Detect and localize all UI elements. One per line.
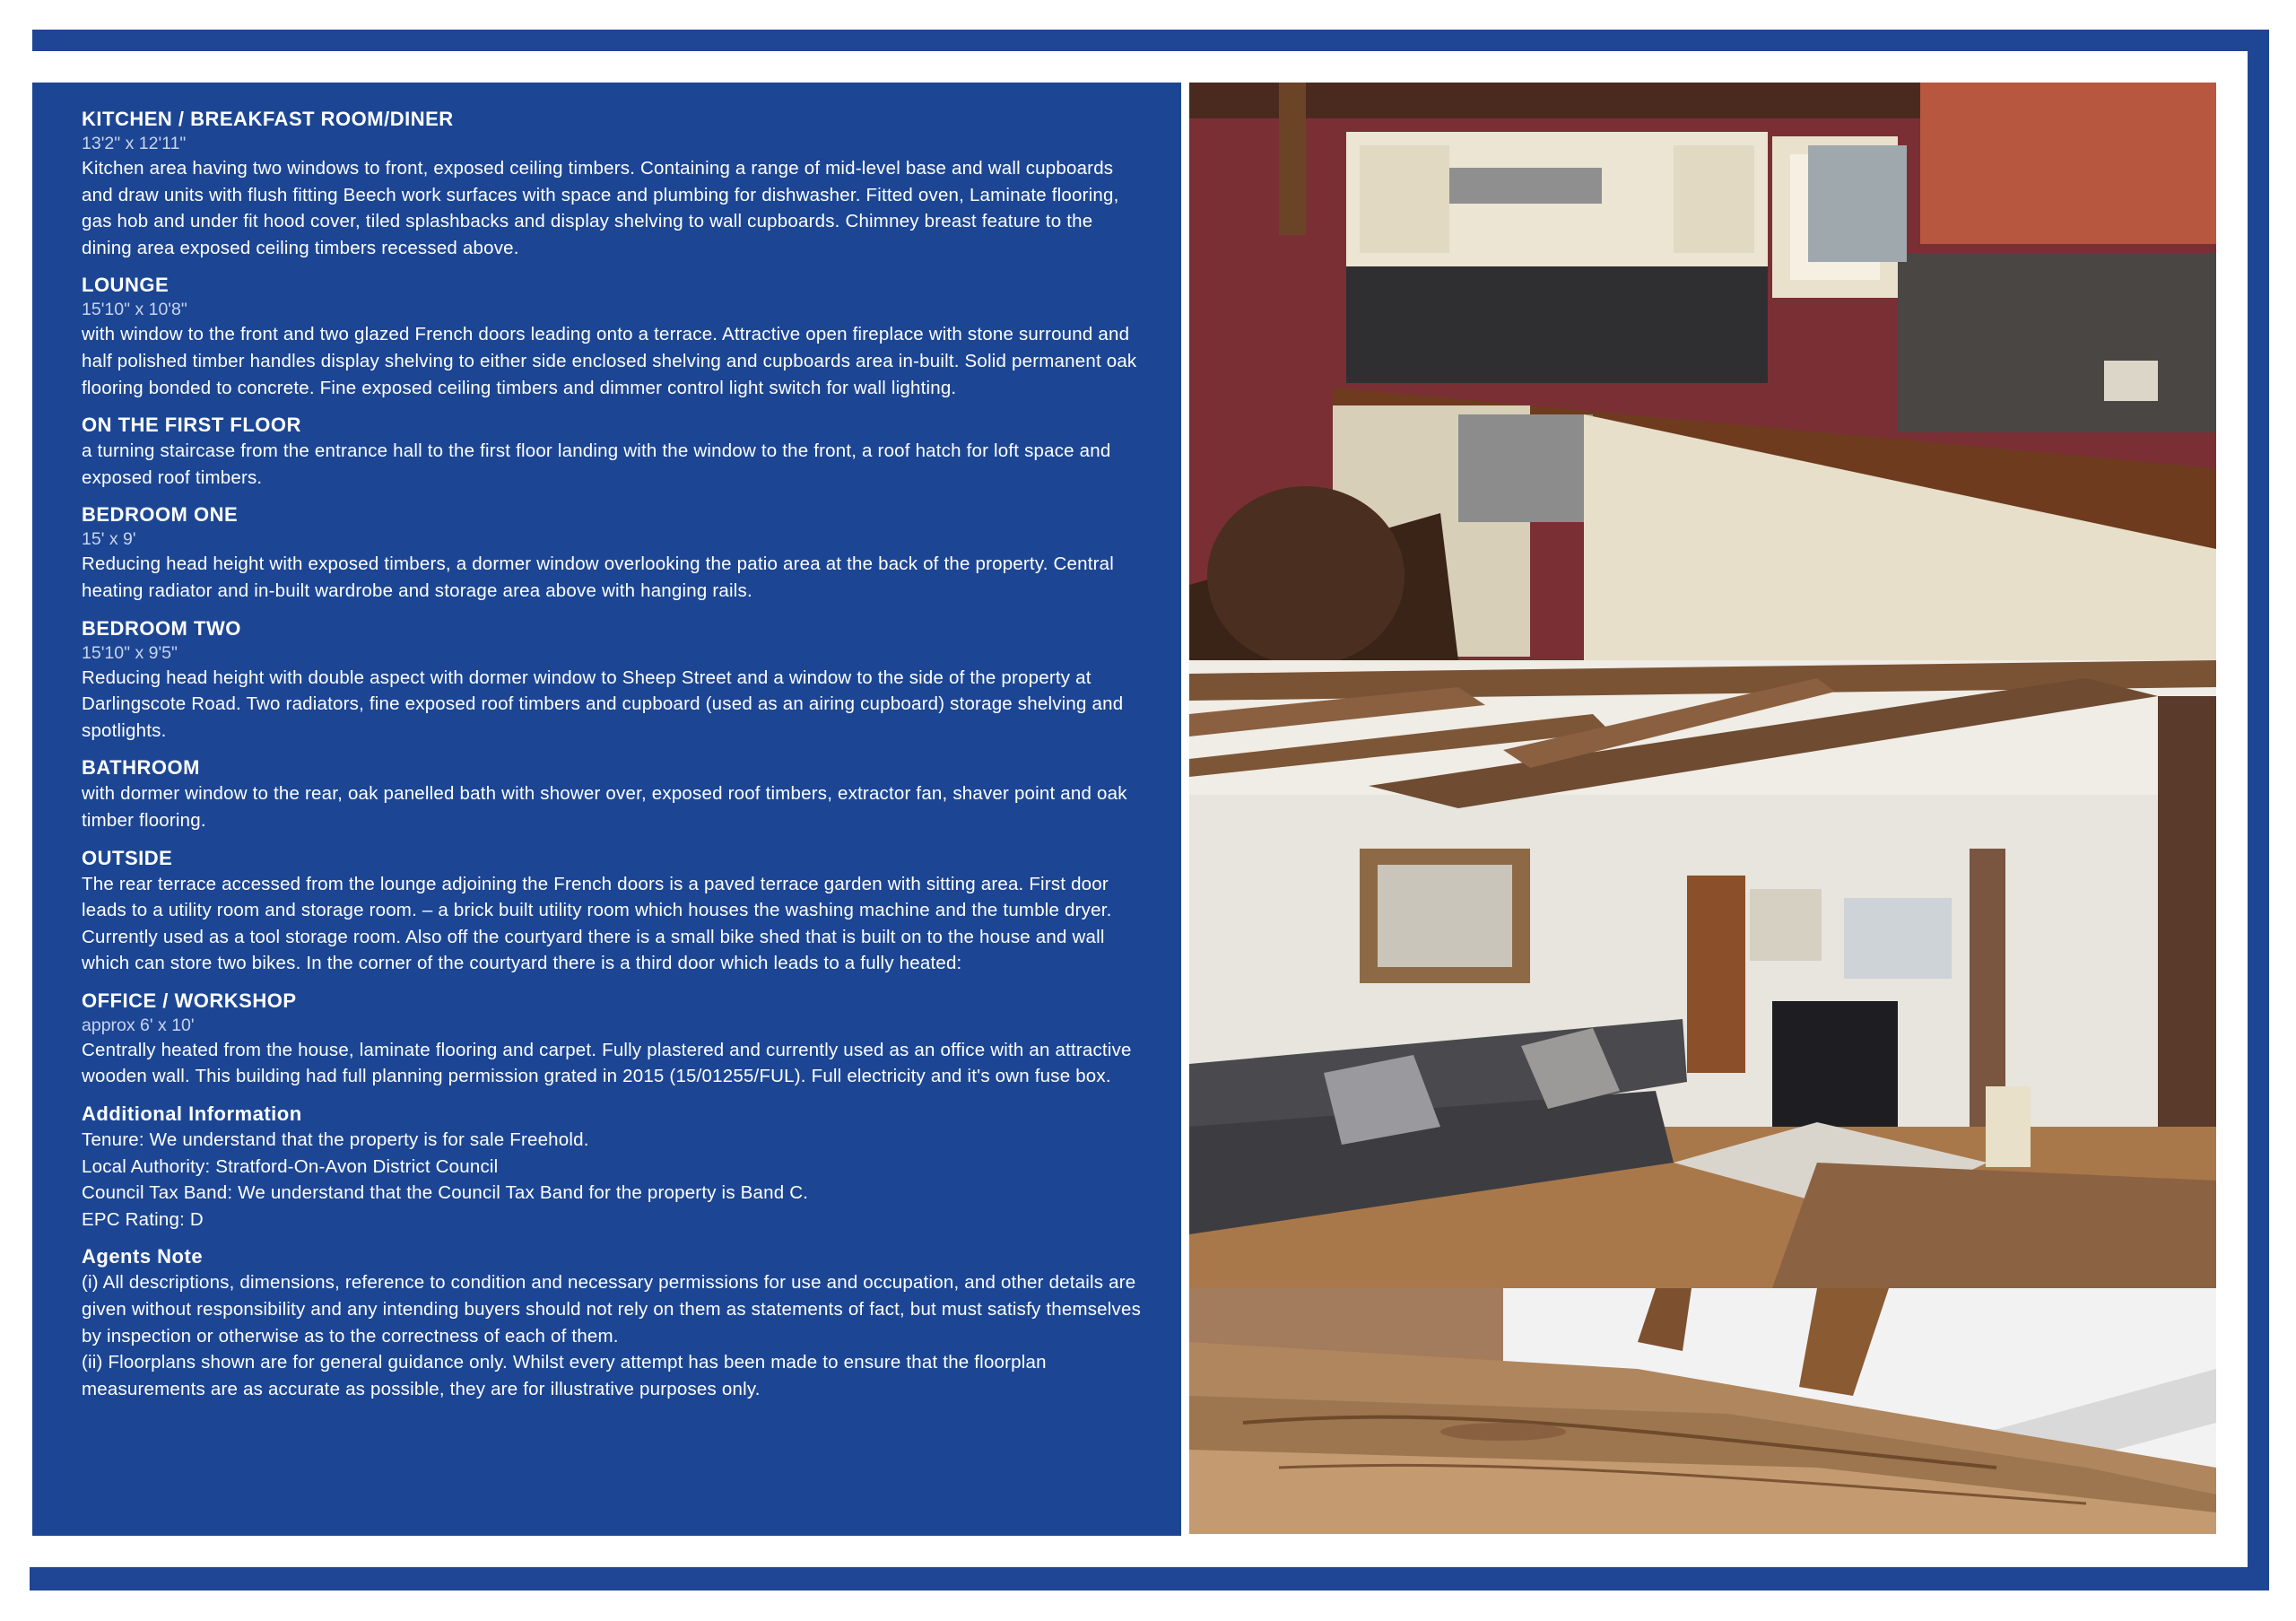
section-title: KITCHEN / BREAKFAST ROOM/DINER bbox=[82, 108, 454, 130]
info-line: EPC Rating: D bbox=[82, 1208, 204, 1230]
section-body: with window to the front and two glazed French doors leading onto a terrace. Attractive open fireplace with stone surround and half polished timber handles display shelving to either side enclosed shelving and cupboards area in-built. Solid permanent oak flooring bonded to concrete. Fine exposed ceiling timbers and dimmer control light switch for wall lighting. bbox=[82, 324, 1137, 398]
section-dimensions: approx 6' x 10' bbox=[82, 1015, 195, 1035]
frame-top-bar bbox=[32, 30, 2269, 51]
section-title: BATHROOM bbox=[82, 756, 200, 780]
info-line: Tenure: We understand that the property is for sale Freehold. bbox=[82, 1129, 589, 1151]
section-body bbox=[82, 1269, 1145, 1402]
section-title: BEDROOM ONE bbox=[82, 503, 239, 527]
section-body: Kitchen area having two windows to front, exposed ceiling timbers. Containing a range of mid-level base and wall cupboards and draw units with flush fitting Beech work surfaces with space and plumbing for dishwasher. Fitted oven, Laminate flooring, gas hob and under fit hood cover, tiled splashbacks and display shelving to wall cupboards. Chimney breast feature to the dining area exposed ceiling timbers recessed above. bbox=[82, 158, 1119, 258]
section-body: Reducing head height with exposed timbers, a dormer window overlooking the patio area at the back of the property. Central heating radiator and in-built wardrobe and storage area above with hanging rails. bbox=[82, 553, 1115, 601]
section-bedroom-one bbox=[82, 501, 1145, 604]
info-line: Council Tax Band: We understand that the Council Tax Band for the property is Band C. bbox=[82, 1182, 809, 1204]
beams-photo bbox=[1189, 1288, 2216, 1534]
section-title: Agents Note bbox=[82, 1245, 204, 1268]
section-dimensions: 15' x 9' bbox=[82, 529, 136, 550]
section-kitchen bbox=[82, 106, 1145, 261]
section-title: Additional Information bbox=[82, 1102, 302, 1126]
section-title: OFFICE / WORKSHOP bbox=[82, 989, 297, 1012]
lounge-photo bbox=[1189, 660, 2216, 1288]
kitchen-photo bbox=[1189, 83, 2216, 660]
section-bedroom-two bbox=[82, 615, 1145, 745]
description-panel bbox=[32, 83, 1181, 1536]
section-title: BEDROOM TWO bbox=[82, 616, 241, 640]
section-body: with dormer window to the rear, oak panelled bath with shower over, exposed roof timbers, extractor fan, shaver point and oak timber flooring. bbox=[82, 783, 1127, 831]
section-body: The rear terrace accessed from the lounge adjoining the French doors is a paved terrace garden with sitting area. First door leads to a utility room and storage room. – a brick built utility room which houses the washing machine and the tumble dryer. Currently used as a tool storage room. Also off the courtyard there is a small bike shed that is built on to the house and wall which can store two bikes. In the corner of the courtyard there is a third door which leads to a fully heated: bbox=[82, 873, 1112, 974]
section-first-floor bbox=[82, 412, 1145, 491]
note-line: (i) All descriptions, dimensions, reference to condition and necessary permissions for use and occupation, and other details are given without responsibility and any intending buyers should not rely on them as statements of fact, but must satisfy themselves by inspection or otherwise as to the correctness of each of them. bbox=[82, 1272, 1142, 1346]
section-body: Centrally heated from the house, laminate flooring and carpet. Fully plastered and currently used as an office with an attractive wooden wall. This building had full planning permission grated in 2015 (15/01255/FUL). Full electricity and it's own fuse box. bbox=[82, 1039, 1132, 1087]
frame-right-bar bbox=[2248, 30, 2269, 1590]
info-line: Local Authority: Stratford-On-Avon District Council bbox=[82, 1155, 499, 1177]
section-dimensions: 15'10" x 9'5" bbox=[82, 642, 178, 663]
section-dimensions: 15'10" x 10'8" bbox=[82, 300, 187, 320]
section-agents-note bbox=[82, 1243, 1145, 1402]
section-bathroom bbox=[82, 754, 1145, 833]
section-body: Reducing head height with double aspect with dormer window to Sheep Street and a window to the side of the property at Darlingscote Road. Two radiators, fine exposed roof timbers and cupboard (used as an airing cupboard) storage shelving and spotlights. bbox=[82, 667, 1124, 741]
section-title: LOUNGE bbox=[82, 274, 170, 297]
section-office-workshop bbox=[82, 988, 1145, 1090]
section-additional-info bbox=[82, 1101, 1145, 1233]
section-body bbox=[82, 1127, 1145, 1233]
note-line: (ii) Floorplans shown are for general guidance only. Whilst every attempt has been made to ensure that the floorplan measurements are as accurate as possible, they are for illustrative purposes only. bbox=[82, 1352, 1047, 1399]
section-title: OUTSIDE bbox=[82, 846, 173, 869]
section-body: a turning staircase from the entrance hall to the first floor landing with the window to the front, a roof hatch for loft space and exposed roof timbers. bbox=[82, 440, 1111, 488]
frame-bottom-bar bbox=[30, 1567, 2269, 1590]
section-dimensions: 13'2" x 12'11" bbox=[82, 134, 187, 153]
section-outside bbox=[82, 845, 1145, 977]
section-lounge bbox=[82, 272, 1145, 401]
section-title: ON THE FIRST FLOOR bbox=[82, 414, 301, 437]
